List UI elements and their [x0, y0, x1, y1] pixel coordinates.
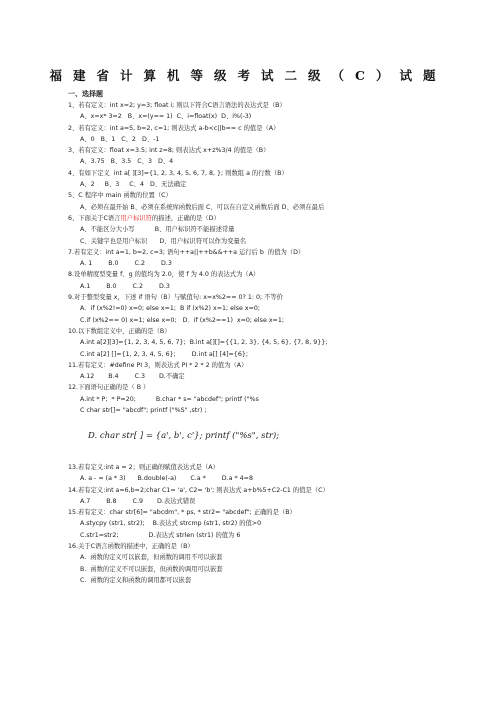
- line-text: C. 函数的定义和函数的调用都可以嵌套: [80, 576, 192, 584]
- answer-option-line: [68, 473, 480, 484]
- question-line: [68, 292, 480, 303]
- question-lines: [68, 100, 480, 416]
- line-text: A、3.75 B、3.5 C、3 D、4: [80, 158, 174, 166]
- answer-option-line: [68, 315, 480, 326]
- line-text: A、2 B、3 C、4 D、无法确定: [80, 181, 187, 189]
- question-line: [68, 247, 480, 258]
- line-text: B. 函数的定义不可以嵌套，但函数的调用可以嵌套: [80, 565, 223, 573]
- question-line: [68, 485, 480, 496]
- question-lines-continued: [68, 462, 480, 586]
- answer-option-line: [68, 575, 480, 586]
- line-text: A.int a[2][3]={1, 2, 3, 4, 5, 6, 7}; B.int a[][]={{1, 2, 3}, {4, 5, 6}, {7, 8, 9}};: [80, 339, 328, 347]
- line-text: A、不能区分大小写 B、用户标识符不能描述常量: [80, 226, 235, 234]
- line-text: C char str[]= "abcdf"; printf ("%S" ,str) ;: [80, 407, 207, 415]
- line-text: A. 函数的定义可以嵌套，但函数的调用不可以嵌套: [80, 554, 223, 562]
- formula-line: D. char str[ ] = {a', b', c'}; printf ("%s", str);: [88, 431, 280, 441]
- line-text: A. 1 B.0 C.2 D.3: [80, 260, 172, 268]
- answer-option-line: [68, 303, 480, 314]
- line-text: 5、C 程序中 main 函数的位置（C）: [68, 192, 172, 200]
- line-text: A. a - = (a * 3) B.double(-a) C.a * D.a * 4=8: [80, 475, 253, 483]
- line-text: 13.若有定义:int a = 2；则正确的赋值表达式是（A）: [68, 464, 219, 471]
- question-line: [68, 100, 480, 111]
- line-text: A.stycpy (str1, str2); B.表达式 strcmp (str1, str2) 的值>0: [80, 520, 262, 528]
- highlighted-text: 用户标识符: [120, 214, 152, 222]
- answer-option-line: [68, 405, 480, 416]
- line-text: A．if (x%2!=0) x=0; else x=1; B if (x%2) x=1; else x=0;: [80, 305, 261, 313]
- line-text: 11.若有定义：#define PI 3，则表达式 PI * 2 * 2 的值为（A）: [68, 361, 248, 369]
- answer-option-line: [68, 224, 480, 235]
- line-text: C.str1=str2; D.表达式 strlen (str1) 的值为 6: [80, 531, 241, 539]
- line-text: 8.设单精度型变量 f、g 的值均为 2.0，使 f 为 4.0 的表达式为（A）: [68, 271, 260, 279]
- question-line: [68, 190, 480, 201]
- line-text: 1、若有定义：int x=2; y=3; float i; 则以下符合C语言语法的表达式是（B）: [68, 102, 286, 109]
- line-text: A、必须在最开始 B、必须在系统库函数后面 C、可以在自定义函数后面 D、必须在最后: [80, 203, 325, 211]
- line-text: A.7 B.8 C.9 D.表达式错误: [80, 497, 196, 505]
- section-heading: 一、选择题: [68, 90, 103, 98]
- line-text: 14.若有定义:int a=6,b=2;char C1= 'a', C2= 'b'; 则表达式 a+b%5+C2-C1 的值是（C）: [68, 486, 329, 494]
- line-text: 10.以下数组定义中，正确的是（B）: [68, 327, 171, 335]
- answer-option-line: [68, 202, 480, 213]
- line-text: 4、有如下定义 int a[ ][3]={1, 2, 3, 4, 5, 6, 7, 8, }; 则数组 a 的行数（B）: [68, 169, 288, 177]
- line-text: 15.若有定义：char str[6]= "abcdm", * ps, * str2= "abcdef"; 正确的是（B）: [68, 509, 296, 517]
- line-text: A.12 B.4 C.3 D.不确定: [80, 373, 185, 381]
- answer-option-line: [68, 371, 480, 382]
- answer-option-line: [68, 111, 480, 122]
- answer-option-line: [68, 564, 480, 575]
- line-text: C.if (x%2== 0) x=1; else x=0; D．if (x%2==1) x=0; else x=1;: [80, 316, 284, 324]
- answer-option-line: [68, 134, 480, 145]
- question-line: [68, 145, 480, 156]
- line-text: A、0 B、1 C、2 D、-1: [80, 135, 160, 143]
- line-text: 12.下面语句正确的是（ B ）: [68, 384, 150, 392]
- question-line: [68, 382, 480, 393]
- line-text: 16.关于C语言函数的描述中，正确的是（B）: [68, 543, 194, 551]
- line-text: C.int a[2] []={1, 2, 3, 4, 5, 6}; D.int a[] [4]={6};: [80, 350, 248, 358]
- answer-option-line: [68, 552, 480, 563]
- line-text: A、x=x* 3=2 B、x=(y== 1) C、i=float(x) D、i%(-3): [80, 113, 252, 121]
- answer-option-line: [68, 518, 480, 529]
- answer-option-line: [68, 530, 480, 541]
- answer-option-line: [68, 349, 480, 360]
- question-line: [68, 360, 480, 371]
- question-line: [68, 213, 480, 224]
- question-line: [68, 541, 480, 552]
- answer-option-line: [68, 281, 480, 292]
- answer-option-line: [68, 337, 480, 348]
- line-text: 7.若有定义：int a=1, b=2, c=3; 语句++a||++b&&++a 运行后 b 的值为（D）: [68, 248, 305, 256]
- question-line: [68, 462, 480, 473]
- line-text-tail: 的描述，正确的是（D）: [151, 214, 220, 222]
- question-line: [68, 168, 480, 179]
- line-text: 2、若有定义：int a=5, b=2, c=1; 则表达式 a-b<c||b== c 的值是（A）: [68, 124, 280, 132]
- answer-option-line: [68, 394, 480, 405]
- line-text: 9.对于整型变量 x，下述 if 语句（B）与赋值句: x=x%2== 0? 1: 0; 不等价: [68, 294, 283, 302]
- question-line: [68, 269, 480, 280]
- answer-option-line: [68, 258, 480, 269]
- line-text: C、关键字也是用户标识 D、用户标识符可以作为变量名: [80, 237, 247, 245]
- document-title: 福建省计算机等级考试二级（C）试题: [49, 68, 447, 83]
- answer-option-line: [68, 179, 480, 190]
- answer-option-line: [68, 236, 480, 247]
- line-text: 3、若有定义：float x=3.5; int z=8; 则表达式 x+z%3/4 的值是（B）: [68, 147, 270, 155]
- line-text: A.int * P; * P=20; B.char * s= "abcdef"; printf ("%s: [80, 395, 259, 403]
- line-text: A.1 B.0 C.2 D.3: [80, 282, 170, 290]
- line-text: 6、下面关于C语言: [68, 214, 121, 222]
- question-line: [68, 507, 480, 518]
- answer-option-line: [68, 496, 480, 507]
- answer-option-line: [68, 156, 480, 167]
- question-line: [68, 123, 480, 134]
- question-line: [68, 326, 480, 337]
